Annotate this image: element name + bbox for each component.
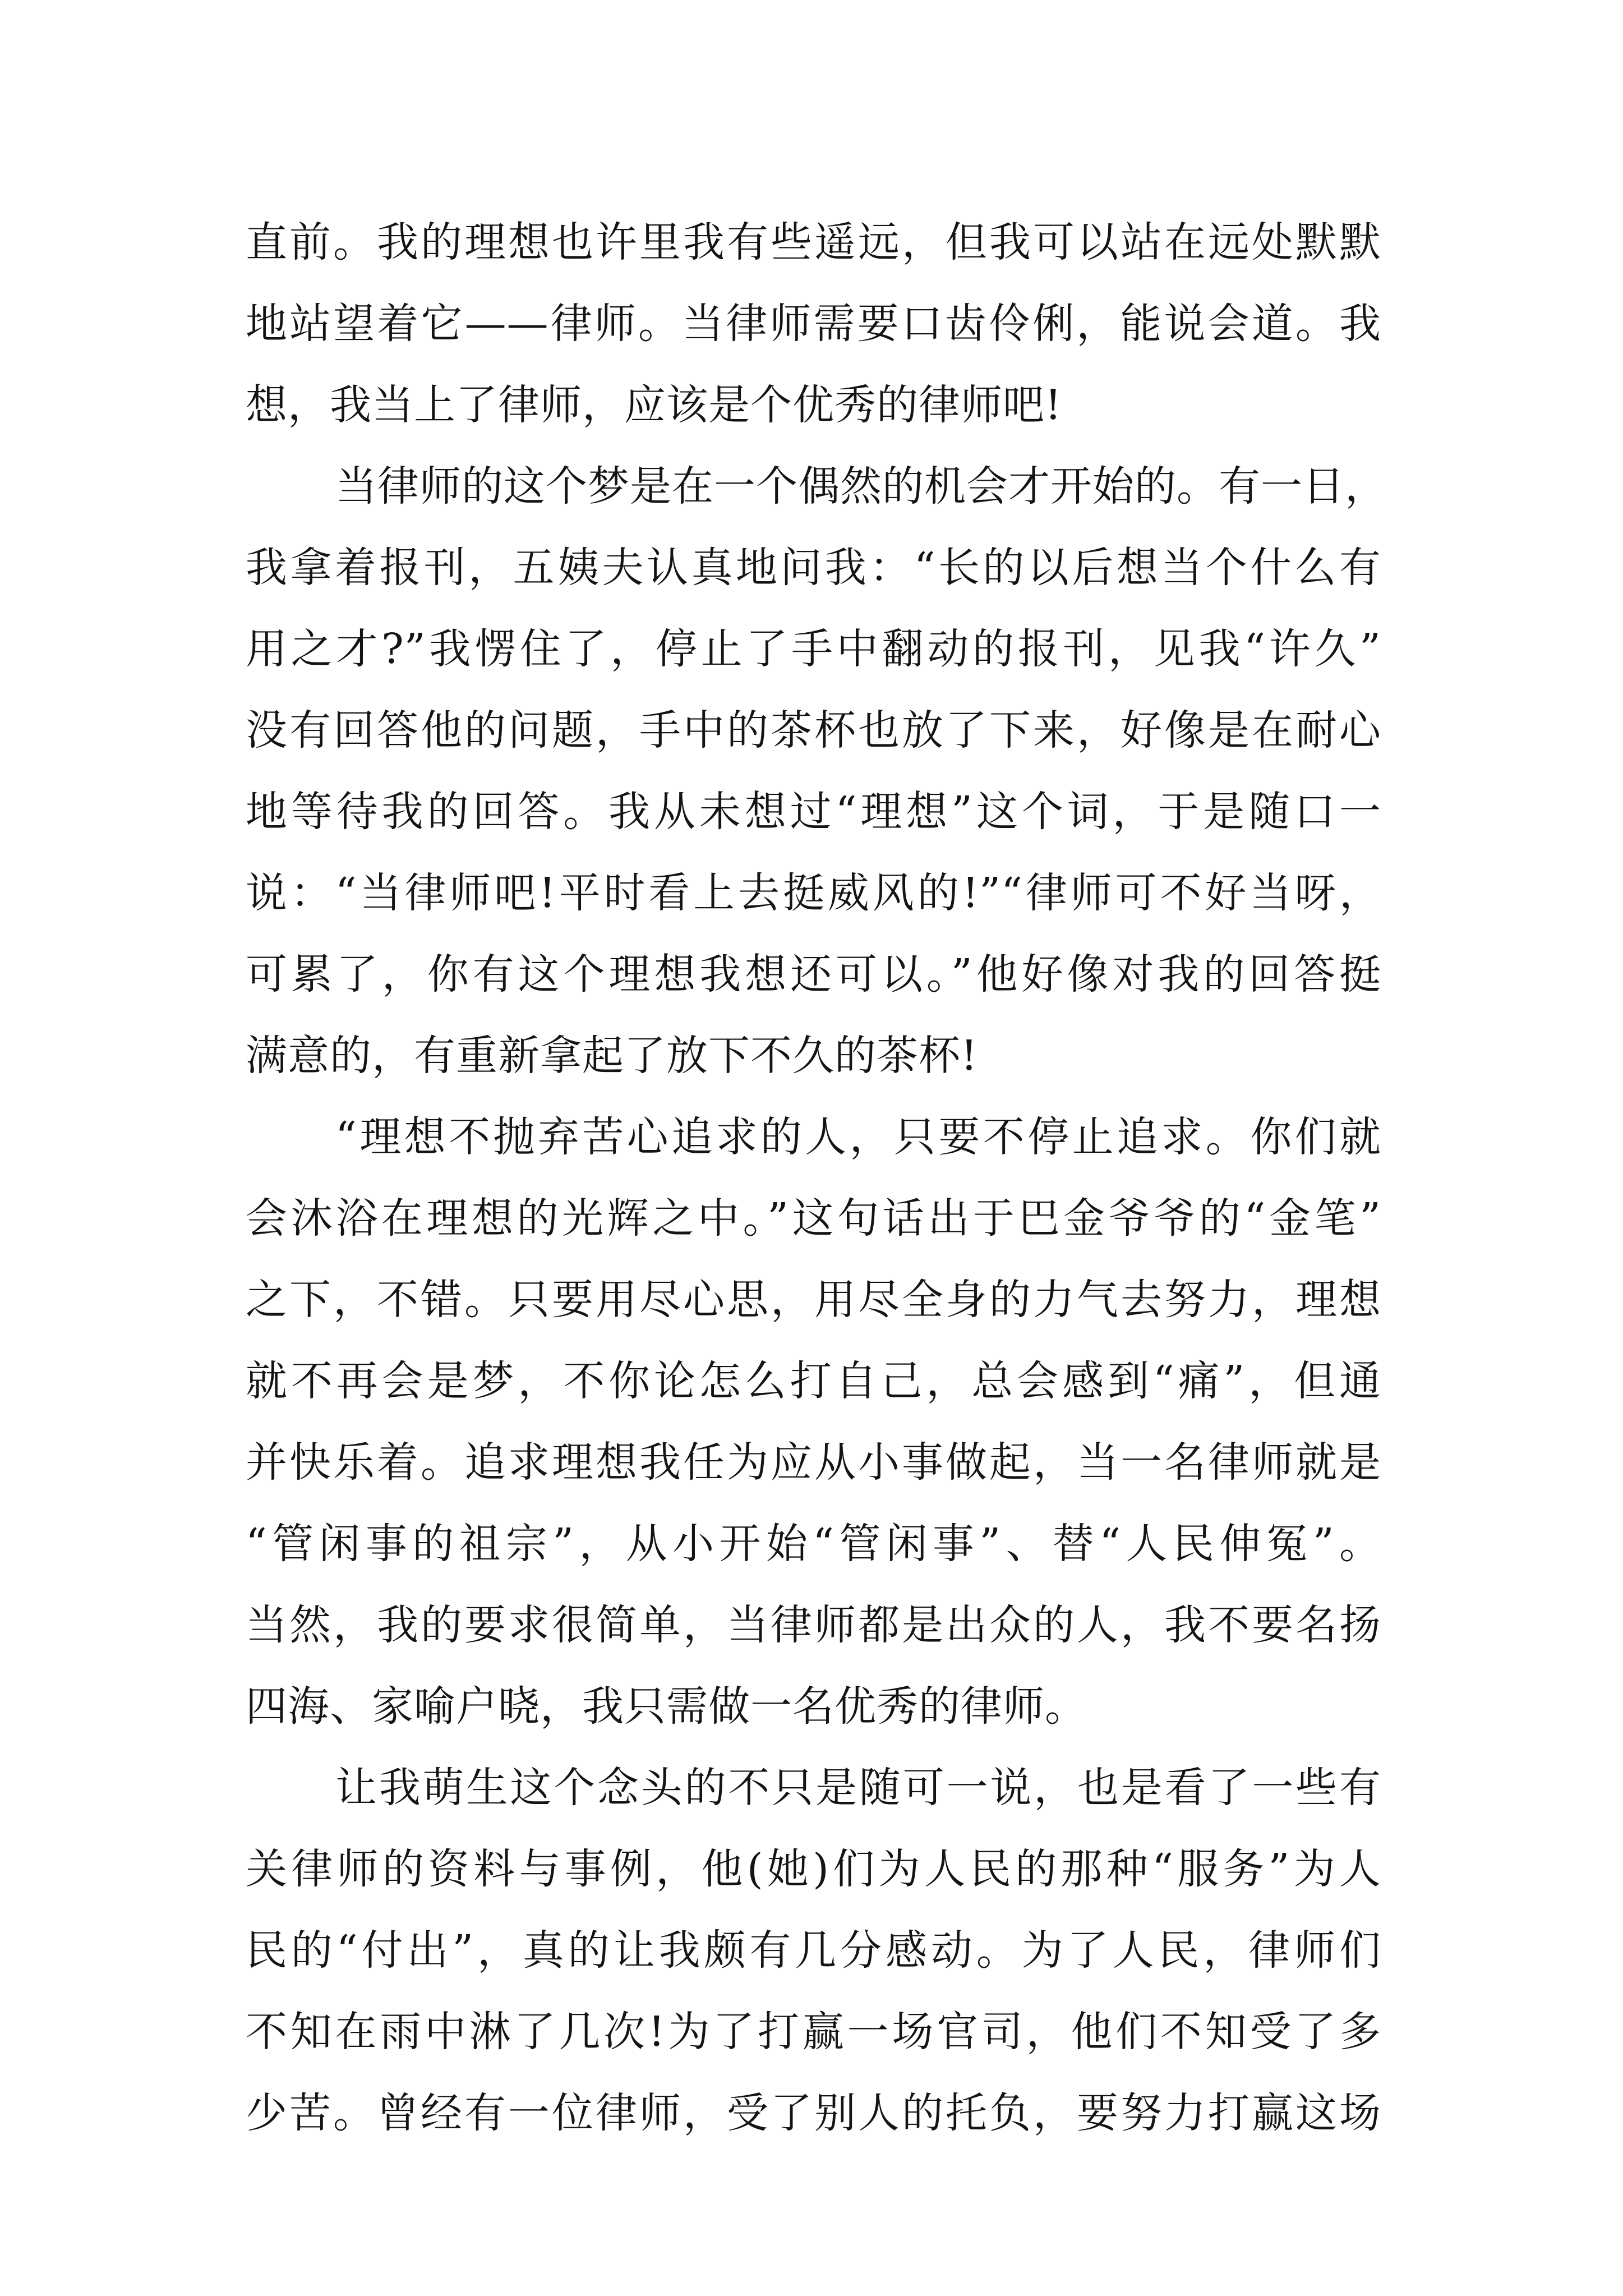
text-line: 民的“付出”，真的让我颇有几分感动。为了人民，律师们 — [246, 1926, 1381, 1975]
text-line: 地等待我的回答。我从未想过“理想”这个词，于是随口一 — [246, 788, 1381, 836]
text-line: 关律师的资料与事例，他(她)们为人民的那种“服务”为人 — [246, 1845, 1381, 1893]
text-line: 我拿着报刊，五姨夫认真地问我：“长的以后想当个什么有 — [246, 544, 1381, 592]
text-line: 让我萌生这个念头的不只是随可一说，也是看了一些有 — [335, 1764, 1381, 1812]
text-line: 可累了，你有这个理想我想还可以。”他好像对我的回答挺 — [246, 950, 1381, 999]
text-line: “管闲事的祖宗”，从小开始“管闲事”、替“人民伸冤”。 — [246, 1520, 1381, 1568]
text-line: 不知在雨中淋了几次!为了打赢一场官司，他们不知受了多 — [246, 2008, 1381, 2056]
text-line: 没有回答他的问题，手中的茶杯也放了下来，好像是在耐心 — [246, 706, 1381, 754]
paragraph-1 — [246, 202, 1381, 446]
text-line: 想，我当上了律师，应该是个优秀的律师吧! — [246, 381, 1062, 429]
text-line: 并快乐着。追求理想我任为应从小事做起，当一名律师就是 — [246, 1438, 1381, 1487]
text-line: 当然，我的要求很简单，当律师都是出众的人，我不要名扬 — [246, 1601, 1381, 1649]
text-line: 满意的，有重新拿起了放下不久的茶杯! — [246, 1032, 978, 1080]
body-text — [246, 202, 1387, 2154]
text-line: 就不再会是梦，不你论怎么打自己，总会感到“痛”，但通 — [246, 1357, 1381, 1405]
text-line: 之下，不错。只要用尽心思，用尽全身的力气去努力，理想 — [246, 1276, 1381, 1324]
text-line: 会沐浴在理想的光辉之中。”这句话出于巴金爷爷的“金笔” — [246, 1194, 1381, 1243]
text-line: 地站望着它——律师。当律师需要口齿伶俐，能说会道。我 — [246, 300, 1381, 348]
text-line: 用之才?”我愣住了，停止了手中翻动的报刊，见我“许久” — [246, 625, 1381, 673]
text-line: 少苦。曾经有一位律师，受了别人的托负，要努力打赢这场 — [246, 2089, 1381, 2137]
text-line: 直前。我的理想也许里我有些遥远，但我可以站在远处默默 — [246, 218, 1381, 266]
text-line: 说：“当律师吧!平时看上去挺威风的!”“律师可不好当呀， — [246, 869, 1381, 917]
text-line: 当律师的这个梦是在一个偶然的机会才开始的。有一日， — [335, 462, 1387, 510]
text-line: 四海、家喻户晓，我只需做一名优秀的律师。 — [246, 1682, 1087, 1731]
paragraph-3 — [246, 1097, 1381, 1747]
text-line: “理想不抛弃苦心追求的人，只要不停止追求。你们就 — [335, 1113, 1381, 1161]
paragraph-4 — [246, 1747, 1381, 2154]
paragraph-2 — [246, 446, 1387, 1097]
